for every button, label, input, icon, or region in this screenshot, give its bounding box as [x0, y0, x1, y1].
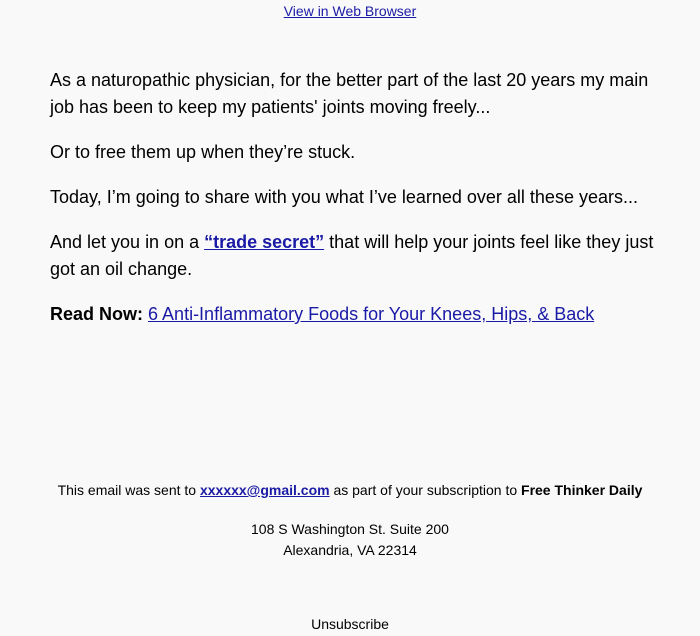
- trade-secret-lead-text: And let you in on a: [50, 232, 205, 252]
- view-in-browser-link[interactable]: View in Web Browser: [283, 3, 417, 19]
- brand-name: Free Thinker Daily: [521, 482, 643, 498]
- paragraph-free-joints: Or to free them up when they’re stuck.: [50, 142, 356, 162]
- trade-secret-link[interactable]: “trade secret”: [204, 232, 325, 252]
- unsubscribe-link[interactable]: Unsubscribe: [311, 616, 389, 632]
- paragraph-trade-secret: [50, 229, 670, 283]
- read-now-row: [50, 301, 670, 328]
- address-line-2: Alexandria, VA 22314: [283, 542, 417, 558]
- email-body: [50, 67, 670, 346]
- paragraph-share: Today, I’m going to share with you what I’ve learned over all these years...: [50, 187, 638, 207]
- sent-prefix-text: This email was sent to: [57, 482, 200, 498]
- read-now-article-link[interactable]: 6 Anti-Inflammatory Foods for Your Knees, Hips, & Back: [148, 304, 595, 324]
- paragraph-intro: As a naturopathic physician, for the better part of the last 20 years my main job has been to keep my patients' joints moving freely...: [50, 70, 649, 117]
- unsubscribe-row: [0, 615, 700, 633]
- read-now-label: Read Now:: [50, 304, 144, 324]
- recipient-email-link[interactable]: xxxxxx@gmail.com: [199, 482, 330, 498]
- subscription-notice: [0, 481, 700, 499]
- view-in-browser-row: [0, 2, 700, 20]
- address-line-1: 108 S Washington St. Suite 200: [251, 521, 449, 537]
- trade-secret-tail-text: that will help your joints feel like they just got an oil change.: [50, 232, 654, 279]
- sent-middle-text: as part of your subscription to: [329, 482, 522, 498]
